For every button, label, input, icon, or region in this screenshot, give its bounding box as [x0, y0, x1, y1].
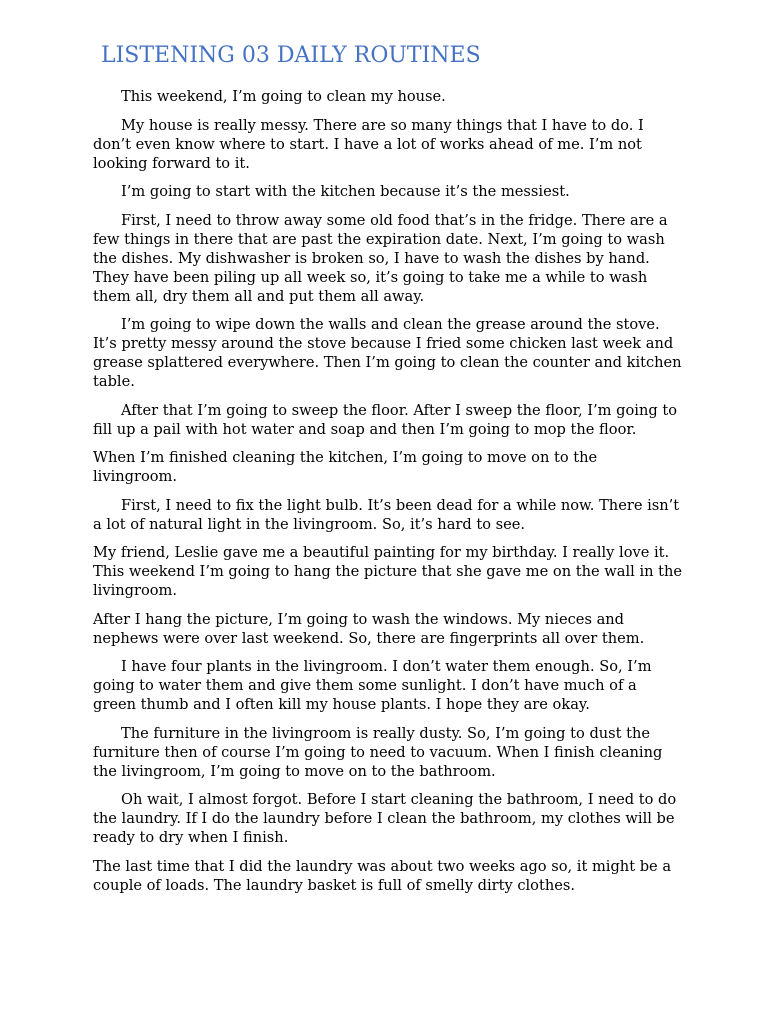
paragraph: First, I need to fix the light bulb. It’s been dead for a while now. There isn’t a lot of natural light in the livingroom. So, it’s hard to see. [93, 496, 680, 533]
paragraph: My house is really messy. There are so many things that I have to do. I don’t even know where to start. I have a lot of works ahead of me. I’m not looking forward to it. [93, 116, 644, 172]
paragraph: The furniture in the livingroom is really dusty. So, I’m going to dust the furniture then of course I’m going to need to vacuum. When I finish cleaning the livingroom, I’m going to move on to the bathroom. [93, 724, 663, 780]
document-body [93, 87, 683, 904]
paragraph: This weekend, I’m going to clean my house. [121, 88, 446, 105]
paragraph: I have four plants in the livingroom. I don’t water them enough. So, I’m going to water them and give them some sunlight. I don’t have much of a green thumb and I often kill my house plants. I hope they are okay. [93, 658, 652, 713]
paragraph: I’m going to wipe down the walls and clean the grease around the stove. It’s pretty messy around the stove because I fried some chicken last week and grease splattered everywhere. Then I’m going to clean the counter and kitchen table. [93, 316, 682, 390]
document-title: LISTENING 03 DAILY ROUTINES [101, 43, 481, 68]
paragraph: After that I’m going to sweep the floor. After I sweep the floor, I’m going to fill up a pail with hot water and soap and then I’m going to mop the floor. [93, 401, 677, 438]
paragraph: I’m going to start with the kitchen because it’s the messiest. [121, 183, 570, 200]
paragraph: Oh wait, I almost forgot. Before I start cleaning the bathroom, I need to do the laundry. If I do the laundry before I clean the bathroom, my clothes will be ready to dry when I finish. [93, 791, 677, 846]
paragraph: The last time that I did the laundry was about two weeks ago so, it might be a couple of loads. The laundry basket is full of smelly dirty clothes. [93, 857, 672, 894]
paragraph: When I’m finished cleaning the kitchen, I’m going to move on to the livingroom. [93, 449, 598, 485]
paragraph: After I hang the picture, I’m going to wash the windows. My nieces and nephews were over last weekend. So, there are fingerprints all over them. [93, 610, 645, 647]
paragraph: First, I need to throw away some old food that’s in the fridge. There are a few things in there that are past the expiration date. Next, I’m going to wash the dishes. My dishwasher is broken so, I have to wash the dishes by hand. They have been piling up all week so, it’s going to take me a while to wash them all, dry them all and put them all away. [93, 211, 668, 305]
paragraph: My friend, Leslie gave me a beautiful painting for my birthday. I really love it. This weekend I’m going to hang the picture that she gave me on the wall in the livingroom. [93, 544, 683, 599]
